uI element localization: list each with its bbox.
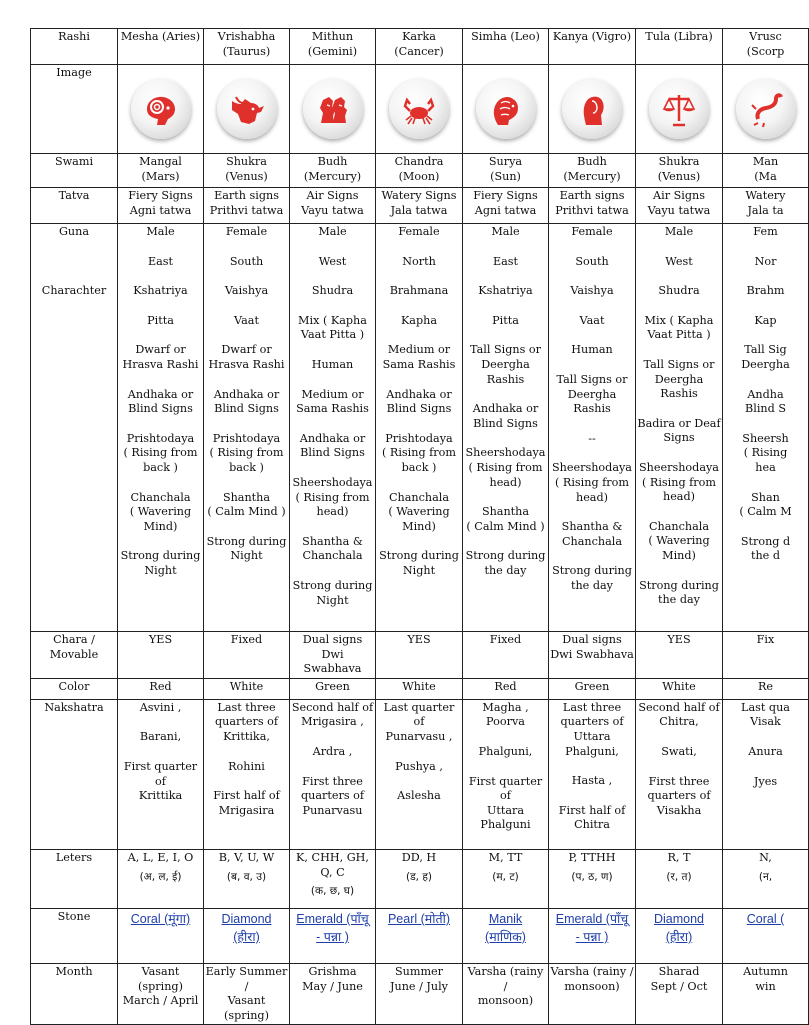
guna-entry: East <box>492 254 519 268</box>
row-stone <box>31 908 809 963</box>
nakshatra-cell <box>118 699 204 849</box>
chara-cell: Dual signs Dwi Swabhava <box>290 632 376 679</box>
nakshatra-entry: Rohini <box>228 759 265 773</box>
nakshatra-entry: Pushya , <box>395 759 443 773</box>
row-guna-character <box>31 224 809 632</box>
rashi-cell: Tula (Libra) <box>636 29 723 65</box>
chara-cell: YES <box>376 632 463 679</box>
leters-entry: R, T <box>667 850 691 864</box>
stone-link[interactable]: Diamond (हीरा) <box>221 911 272 944</box>
leters-entry: (ब, व, उ) <box>226 870 267 883</box>
tatva-cell: Watery Signs Jala tatwa <box>376 188 463 224</box>
tatva-cell: Air Signs Vayu tatwa <box>636 188 723 224</box>
guna-entry: Strong during the day <box>639 578 719 607</box>
leters-cell <box>118 849 204 908</box>
row-label: Tatva <box>31 188 118 224</box>
month-cell: Early Summer / Vasant (spring) <box>204 963 290 1024</box>
chara-cell: Fixed <box>204 632 290 679</box>
nakshatra-entry: Last qua Visak <box>741 700 790 729</box>
guna-entry: Strong during Night <box>206 534 287 563</box>
guna-entry: Kap <box>754 313 777 327</box>
leters-cell <box>636 849 723 908</box>
rashi-cell: Vrishabha (Taurus) <box>204 29 290 65</box>
rashi-cell: Vrusc (Scorp <box>723 29 809 65</box>
guna-entry: North <box>402 254 436 268</box>
guna-entry: Female <box>571 225 613 238</box>
tatva-cell: Earth signs Prithvi tatwa <box>549 188 636 224</box>
tatva-cell: Air Signs Vayu tatwa <box>290 188 376 224</box>
leters-entry: (ड, ह) <box>405 870 433 883</box>
stone-link[interactable]: Diamond (हीरा) <box>653 911 705 944</box>
bull-icon <box>217 79 277 139</box>
row-leters <box>31 849 809 908</box>
guna-entry: Mix ( Kapha Vaat Pitta ) <box>298 313 367 342</box>
rashi-cell: Simha (Leo) <box>463 29 549 65</box>
guna-entry: Sheershodaya ( Rising from head) <box>292 475 373 519</box>
guna-entry: Kshatriya <box>478 284 533 298</box>
nakshatra-entry: First quarter of Uttara Phalguni <box>468 774 543 832</box>
chara-cell: Dual signs Dwi Swabhava <box>549 632 636 679</box>
guna-entry: Tall Signs or Deergha Rashis <box>556 372 628 416</box>
leters-entry: (प, ठ, ण) <box>571 870 613 883</box>
guna-entry: Prishtodaya ( Rising from back ) <box>209 431 284 474</box>
maiden-icon <box>562 79 622 139</box>
guna-entry: Sheersh ( Rising hea <box>742 431 789 474</box>
nakshatra-entry: First half of Mrigasira <box>213 789 280 817</box>
month-cell: Grishma May / June <box>290 963 376 1024</box>
guna-entry: Shudra <box>658 284 700 298</box>
leters-entry: DD, H <box>401 850 437 864</box>
guna-entry: Shudra <box>311 284 354 298</box>
leters-entry: (अ, ल, ई) <box>139 870 182 883</box>
leters-entry: M, TT <box>488 850 523 864</box>
leters-cell <box>204 849 290 908</box>
row-chara <box>31 632 809 679</box>
chara-cell: Fixed <box>463 632 549 679</box>
nakshatra-entry: Anura <box>748 744 783 758</box>
guna-entry: Medium or Sama Rashis <box>382 343 456 371</box>
guna-cell <box>549 224 636 632</box>
row-label: Month <box>31 963 118 1024</box>
color-cell: White <box>636 678 723 699</box>
guna-entry: Andha Blind S <box>745 387 786 416</box>
guna-entry: Strong during the day <box>552 564 632 592</box>
swami-cell: Surya (Sun) <box>463 154 549 188</box>
guna-entry: East <box>147 254 174 268</box>
nakshatra-cell <box>463 699 549 849</box>
guna-entry: Male <box>318 225 347 238</box>
month-cell: Sharad Sept / Oct <box>636 963 723 1024</box>
ram-icon <box>131 79 191 139</box>
row-rashi <box>31 29 809 65</box>
tatva-cell: Watery Jala ta <box>723 188 809 224</box>
leters-entry: A, L, E, I, O <box>127 850 194 864</box>
guna-entry: Tall Sig Deergha <box>741 343 790 371</box>
stone-link[interactable]: Manik (माणिक) <box>485 911 526 944</box>
guna-entry: Andhaka or Blind Signs <box>472 402 539 430</box>
row-label: Leters <box>31 849 118 908</box>
guna-entry: Shantha & Chanchala <box>561 520 623 548</box>
nakshatra-entry: Magha , Poorva <box>482 700 529 729</box>
leters-cell <box>723 849 809 908</box>
nakshatra-entry: First quarter of Krittika <box>123 759 198 803</box>
nakshatra-entry: Jyes <box>753 774 778 788</box>
leters-cell <box>463 849 549 908</box>
guna-entry: Strong during Night <box>379 549 459 577</box>
nakshatra-cell <box>376 699 463 849</box>
month-cell: Autumn win <box>723 963 809 1024</box>
guna-entry: Vaishya <box>570 284 614 298</box>
guna-cell <box>376 224 463 632</box>
guna-entry: Shantha & Chanchala <box>302 534 363 563</box>
nakshatra-entry: First three quarters of Visakha <box>647 774 711 817</box>
guna-entry: Male <box>146 225 175 238</box>
lion-icon <box>476 79 536 139</box>
guna-entry: Dwarf or Hrasva Rashi <box>208 343 285 371</box>
swami-cell: Mangal (Mars) <box>118 154 204 188</box>
guna-entry: Human <box>311 357 354 371</box>
tatva-cell: Fiery Signs Agni tatwa <box>463 188 549 224</box>
swami-cell: Chandra (Moon) <box>376 154 463 188</box>
stone-link[interactable]: Emerald (पाँचू - पन्ना ) <box>555 911 629 944</box>
month-cell: Summer June / July <box>376 963 463 1024</box>
guna-entry: Brahm <box>746 284 785 298</box>
nakshatra-entry: Barani, <box>139 730 182 744</box>
color-cell: White <box>204 678 290 699</box>
rashi-cell: Mithun (Gemini) <box>290 29 376 65</box>
chara-cell: YES <box>636 632 723 679</box>
leters-entry: (र, त) <box>666 870 692 883</box>
guna-entry: Fem <box>753 225 778 238</box>
nakshatra-entry: Last three quarters of Krittika, <box>214 700 279 743</box>
guna-cell <box>204 224 290 632</box>
nakshatra-entry: Aslesha <box>397 789 441 803</box>
rashi-table <box>30 28 809 1025</box>
guna-entry: Shantha ( Calm Mind ) <box>207 490 286 519</box>
stone-link[interactable]: Coral ( <box>746 911 785 926</box>
guna-cell <box>636 224 723 632</box>
nakshatra-cell <box>290 699 376 849</box>
nakshatra-cell <box>549 699 636 849</box>
guna-entry: Male <box>491 225 520 238</box>
guna-entry: Sheershodaya ( Rising from head) <box>465 446 546 489</box>
guna-cell <box>118 224 204 632</box>
guna-entry: Mix ( Kapha Vaat Pitta ) <box>644 313 714 342</box>
guna-entry: Tall Signs or Deergha Rashis <box>470 343 541 386</box>
guna-cell <box>290 224 376 632</box>
nakshatra-cell <box>204 699 290 849</box>
swami-cell: Budh (Mercury) <box>290 154 376 188</box>
guna-entry: Human <box>571 343 613 357</box>
nakshatra-entry: Ardra , <box>312 744 353 758</box>
rashi-cell: Kanya (Vigro) <box>549 29 636 65</box>
chara-cell: Fix <box>723 632 809 679</box>
guna-entry: South <box>229 254 264 268</box>
guna-entry: Female <box>398 225 440 238</box>
rashi-cell: Mesha (Aries) <box>118 29 204 65</box>
color-cell: Green <box>290 678 376 699</box>
guna-entry: Chanchala ( Wavering Mind) <box>388 490 450 533</box>
row-swami <box>31 154 809 188</box>
leters-entry: (न, <box>758 870 773 883</box>
nakshatra-entry: Swati, <box>661 744 697 758</box>
tatva-cell: Fiery Signs Agni tatwa <box>118 188 204 224</box>
guna-entry: Strong during Night <box>292 578 373 607</box>
twins-icon <box>303 79 363 139</box>
scorpion-icon <box>736 79 796 139</box>
nakshatra-cell <box>636 699 723 849</box>
leters-cell <box>290 849 376 908</box>
guna-entry: Vaat <box>579 313 605 327</box>
month-cell: Varsha (rainy / monsoon) <box>463 963 549 1024</box>
leters-entry: (म, ट) <box>492 870 519 883</box>
stone-link[interactable]: Coral (मूंगा) <box>130 911 191 926</box>
guna-entry: Prishtodaya ( Rising from back ) <box>123 431 198 474</box>
guna-entry: Sheershodaya ( Rising from head) <box>639 460 719 504</box>
swami-cell: Shukra (Venus) <box>204 154 290 188</box>
guna-entry: Chanchala ( Wavering Mind) <box>648 519 710 562</box>
leters-entry: B, V, U, W <box>218 850 275 864</box>
stone-link[interactable]: Emerald (पाँचू - पन्ना ) <box>296 911 369 944</box>
guna-entry: -- <box>588 431 596 445</box>
leters-entry: P, TTHH <box>568 850 616 864</box>
guna-entry: Andhaka or Blind Signs <box>213 387 280 416</box>
row-nakshatra <box>31 699 809 849</box>
row-label: Chara / Movable <box>31 632 118 679</box>
row-month <box>31 963 809 1024</box>
leters-entry: N, <box>759 850 772 864</box>
color-cell: Red <box>463 678 549 699</box>
swami-cell: Budh (Mercury) <box>549 154 636 188</box>
leters-cell <box>549 849 636 908</box>
leters-entry: K, CHH, GH, Q, C <box>296 850 369 879</box>
month-cell: Vasant (spring) March / April <box>118 963 204 1024</box>
leters-entry: (क, छ, घ) <box>310 885 355 898</box>
nakshatra-entry: Second half of Chitra, <box>638 700 720 729</box>
stone-link[interactable]: Pearl (मोती) <box>387 911 451 926</box>
guna-entry: Strong during Night <box>120 549 201 577</box>
color-cell: Re <box>723 678 809 699</box>
guna-entry: Shan ( Calm M <box>739 490 792 519</box>
nakshatra-entry: Hasta , <box>571 774 613 788</box>
guna-entry: Female <box>225 225 268 238</box>
guna-entry: Kshatriya <box>133 284 188 298</box>
guna-entry: Tall Signs or Deergha Rashis <box>643 357 715 401</box>
guna-entry: Male <box>664 225 694 238</box>
guna-entry: Prishtodaya ( Rising from back ) <box>382 431 456 474</box>
color-cell: Green <box>549 678 636 699</box>
guna-entry: Nor <box>754 254 777 268</box>
guna-entry: Brahmana <box>389 284 449 298</box>
guna-entry: Sheershodaya ( Rising from head) <box>552 461 632 504</box>
swami-cell: Shukra (Venus) <box>636 154 723 188</box>
guna-entry: Dwarf or Hrasva Rashi <box>122 343 199 371</box>
row-label: Rashi <box>31 29 118 65</box>
guna-entry: Strong d the d <box>740 534 791 563</box>
rashi-cell: Karka (Cancer) <box>376 29 463 65</box>
guna-entry: Pitta <box>147 313 174 327</box>
guna-cell <box>463 224 549 632</box>
nakshatra-entry: Last three quarters of Uttara Phalguni, <box>560 700 624 758</box>
month-cell: Varsha (rainy / monsoon) <box>549 963 636 1024</box>
rashi-table-sheet <box>30 28 792 1022</box>
tatva-cell: Earth signs Prithvi tatwa <box>204 188 290 224</box>
guna-entry: Andhaka or Blind Signs <box>386 387 452 416</box>
character-label: Charachter <box>41 283 107 297</box>
guna-cell <box>723 224 809 632</box>
color-cell: Red <box>118 678 204 699</box>
guna-entry: West <box>665 254 693 268</box>
swami-cell: Man (Ma <box>723 154 809 188</box>
scales-icon <box>649 79 709 139</box>
row-label: Color <box>31 678 118 699</box>
row-label: Swami <box>31 154 118 188</box>
nakshatra-entry: First half of Chitra <box>558 803 626 832</box>
row-tatva <box>31 188 809 224</box>
guna-label: Guna <box>58 225 90 238</box>
guna-entry: Vaishya <box>224 284 269 298</box>
row-image <box>31 65 809 154</box>
guna-entry: Pitta <box>492 313 519 327</box>
guna-entry: Badira or Deaf Signs <box>637 416 721 445</box>
chara-cell: YES <box>118 632 204 679</box>
guna-entry: West <box>318 254 347 268</box>
crab-icon <box>389 79 449 139</box>
nakshatra-entry: Second half of Mrigasira , <box>291 700 374 729</box>
guna-entry: Chanchala ( Wavering Mind) <box>129 490 192 533</box>
guna-entry: Andhaka or Blind Signs <box>127 387 194 416</box>
guna-entry: Kapha <box>400 313 438 327</box>
guna-entry: South <box>575 254 609 268</box>
color-cell: White <box>376 678 463 699</box>
guna-entry: Strong during the day <box>465 549 546 577</box>
row-label: Stone <box>31 908 118 963</box>
guna-entry: Medium or Sama Rashis <box>296 387 369 416</box>
guna-entry: Shantha ( Calm Mind ) <box>466 505 545 533</box>
guna-entry: Vaat <box>234 313 259 327</box>
row-color <box>31 678 809 699</box>
guna-entry: Andhaka or Blind Signs <box>299 431 366 460</box>
nakshatra-entry: First three quarters of Punarvasu <box>300 774 365 817</box>
row-label: Nakshatra <box>31 699 118 849</box>
row-label: Image <box>31 65 118 154</box>
nakshatra-cell <box>723 699 809 849</box>
leters-cell <box>376 849 463 908</box>
nakshatra-entry: Last quarter of Punarvasu , <box>383 700 455 743</box>
nakshatra-entry: Phalguni, <box>478 744 533 758</box>
nakshatra-entry: Asvini , <box>139 700 182 714</box>
